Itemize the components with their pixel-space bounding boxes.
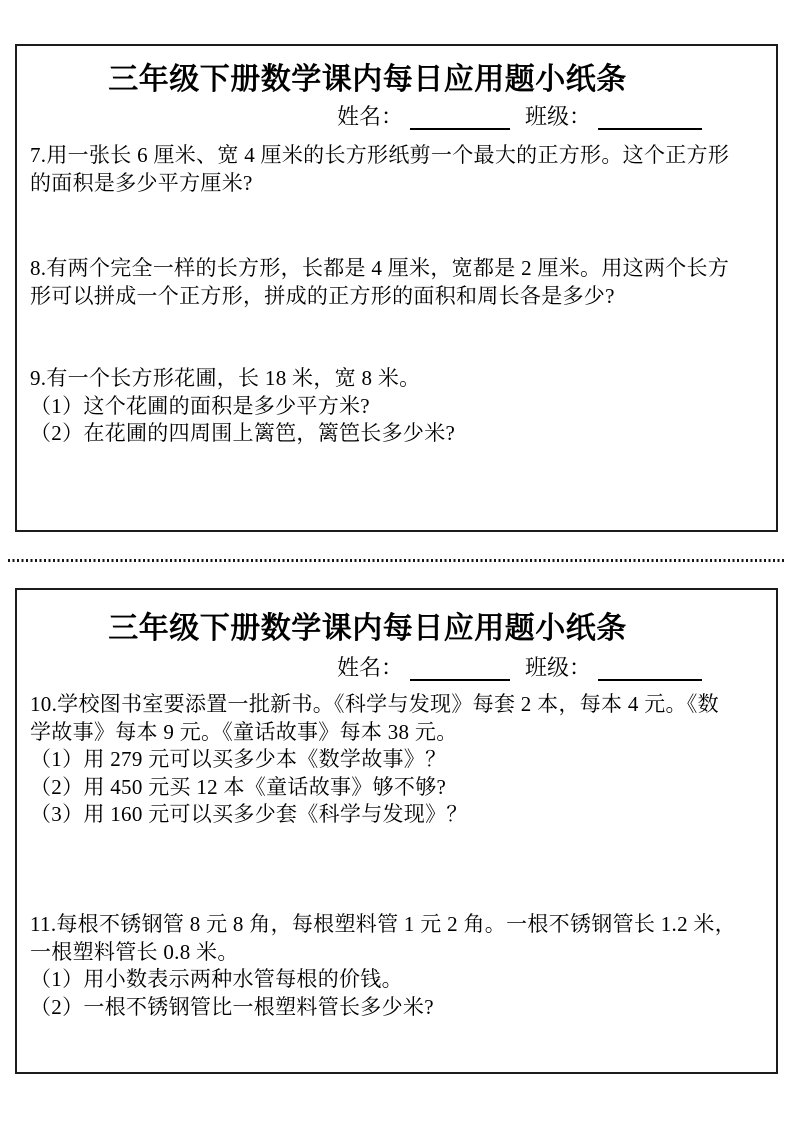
- worksheet-card-1: [15, 44, 778, 532]
- problem-10-subitem-1: （1）用 279 元可以买多少本《数学故事》？: [30, 747, 447, 772]
- problem-10-line-2: 学故事》每本 9 元。《童话故事》每本 38 元。: [30, 719, 458, 744]
- problem-7-line-2: 的面积是多少平方厘米?: [30, 170, 253, 195]
- problem-10-subitem-2: （2）用 450 元买 12 本《童话故事》够不够?: [30, 774, 447, 799]
- name-blank-line: [410, 656, 510, 681]
- problem-9-subitem-2: （2）在花圃的四周围上篱笆，篱笆长多少米?: [30, 421, 456, 446]
- name-label: 姓名：: [337, 104, 404, 129]
- class-blank-line: [598, 105, 702, 130]
- name-class-row: [337, 104, 702, 130]
- problem-8-line-1: 8.有两个完全一样的长方形，长都是 4 厘米，宽都是 2 厘米。用这两个长方: [30, 256, 730, 280]
- dotted-cut-line: [8, 559, 785, 562]
- problem-10: [30, 691, 774, 829]
- problem-11: [30, 911, 774, 1021]
- problem-9-line-1: 9.有一个长方形花圃，长 18 米，宽 8 米。: [30, 366, 421, 390]
- name-label: 姓名：: [337, 655, 404, 680]
- problem-11-subitem-1: （1）用小数表示两种水管每根的价钱。: [30, 967, 403, 992]
- problem-10-line-1: 10.学校图书室要添置一批新书。《科学与发现》每套 2 本，每本 4 元。《数: [30, 692, 719, 716]
- class-blank-line: [598, 656, 702, 681]
- problem-10-subitem-3: （3）用 160 元可以买多少套《科学与发现》？: [30, 802, 468, 827]
- problem-8-line-2: 形可以拼成一个正方形，拼成的正方形的面积和周长各是多少?: [30, 283, 615, 308]
- problem-8: [30, 255, 774, 310]
- problem-9-subitem-1: （1）这个花圃的面积是多少平方米?: [30, 393, 370, 418]
- problem-11-line-1: 11.每根不锈钢管 8 元 8 角，每根塑料管 1 元 2 角。一根不锈钢管长 1.2 米，: [30, 912, 737, 936]
- problem-7: [30, 142, 774, 197]
- worksheet-title: 三年级下册数学课内每日应用题小纸条: [108, 612, 627, 645]
- class-label: 班级：: [525, 104, 592, 129]
- worksheet-title: 三年级下册数学课内每日应用题小纸条: [108, 63, 627, 96]
- worksheet-card-2: [15, 588, 778, 1074]
- problem-9: [30, 365, 774, 448]
- problem-11-subitem-2: （2）一根不锈钢管比一根塑料管长多少米?: [30, 994, 434, 1019]
- name-class-row: [337, 655, 702, 681]
- class-label: 班级：: [525, 655, 592, 680]
- problem-11-line-2: 一根塑料管长 0.8 米。: [30, 939, 239, 964]
- problem-7-line-1: 7.用一张长 6 厘米、宽 4 厘米的长方形纸剪一个最大的正方形。这个正方形: [30, 143, 730, 167]
- name-blank-line: [410, 105, 510, 130]
